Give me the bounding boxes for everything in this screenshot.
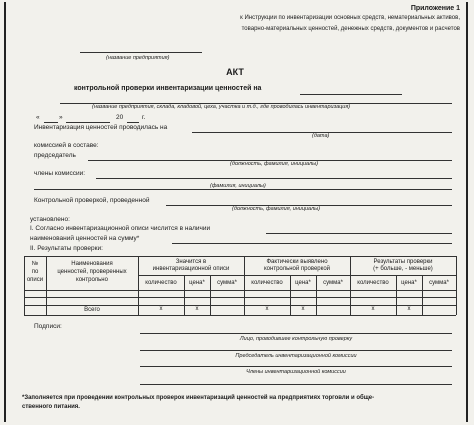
subheader-sum: сумма*	[429, 280, 449, 286]
item-one-line-a	[266, 233, 452, 234]
signature-caption-inspector: Лицо, проводившее контрольную проверку	[239, 336, 353, 342]
total-x-mark: x	[301, 306, 305, 312]
item-one-text-a: I. Согласно инвентаризационной описи числится в наличии	[30, 225, 211, 232]
col-names-header-1: Наименования	[71, 261, 113, 267]
members-label: члены комиссии:	[34, 170, 86, 177]
inventory-held-label: Инвентаризация ценностей проводилась на	[34, 124, 168, 131]
table-col-rule	[456, 256, 457, 315]
col-listed-header-1: Значится в	[175, 259, 207, 265]
col-number-header-2: по	[31, 269, 39, 275]
control-by-label: Контрольной проверкой, проведенной	[34, 197, 150, 204]
col-found-header-1: Фактически выявлено	[266, 259, 328, 265]
enterprise-field-line	[80, 52, 202, 53]
members-line-2	[34, 189, 452, 190]
subheader-price: цена*	[401, 280, 417, 286]
total-x-mark: x	[195, 306, 199, 312]
subheader-price: цена*	[295, 280, 311, 286]
date-open-quote: «	[36, 114, 40, 121]
subheader-sum: сумма*	[217, 280, 237, 286]
col-listed-header-2: инвентаризационной описи	[152, 266, 230, 272]
total-x-mark: x	[159, 306, 163, 312]
signature-line-4	[140, 384, 452, 385]
total-x-mark: x	[371, 306, 375, 312]
total-x-mark: x	[265, 306, 269, 312]
col-found-header-2: контрольной проверкой	[263, 266, 331, 272]
subheader-quantity: количество	[251, 280, 283, 286]
table-top-rule	[24, 256, 456, 257]
members-caption: (фамилия, инициалы)	[210, 183, 266, 189]
footnote-line-1: *Заполняется при проведении контрольных проверок инвентаризаций ценностей на предприятиях торговли и обще-	[22, 395, 375, 401]
signature-line-3	[140, 366, 452, 367]
table-group-rule	[138, 275, 456, 276]
total-row-label: Всего	[84, 307, 100, 313]
total-x-mark: x	[407, 306, 411, 312]
item-one-text-b: наименований ценностей на сумму*	[30, 235, 140, 242]
footnote-line-2: ственного питания.	[22, 404, 80, 410]
signature-line-2	[140, 350, 452, 351]
col-names-header-2: ценностей, проверенных	[57, 269, 127, 275]
place-caption: (название предприятия, склада, кладовой, цеха, участка и т.д., где проводилась инвентаризация)	[92, 104, 351, 110]
instruction-line-2: товарно-материальных ценностей, денежных средств, документов и расчетов	[241, 26, 460, 32]
established-label: установлено:	[30, 216, 70, 223]
right-page-edge	[466, 2, 468, 422]
col-names-header-3: контрольно	[76, 277, 108, 283]
date-year-line	[127, 122, 139, 123]
control-caption: (должность, фамилия, инициалы)	[232, 206, 321, 212]
chairman-caption: (должность, фамилия, инициалы)	[230, 161, 319, 167]
col-results-header-2: (+ больше, - меньше)	[373, 266, 433, 272]
date-year: 20	[116, 114, 124, 121]
members-line	[96, 178, 452, 179]
date-year-suffix: г.	[142, 114, 146, 121]
table-row-rule-1	[24, 297, 456, 298]
subheader-quantity: количество	[145, 280, 177, 286]
chairman-label: председатель	[34, 152, 76, 159]
col-number-header-3: описи	[26, 277, 44, 283]
date-day-line	[44, 122, 58, 123]
date-month-line	[66, 122, 110, 123]
document-title: АКТ	[226, 67, 244, 77]
title-date-line	[300, 94, 402, 95]
table-bottom-rule	[24, 315, 456, 316]
item-two-text: II. Результаты проверки:	[30, 245, 103, 252]
enterprise-caption: (название предприятия)	[106, 55, 170, 61]
subheader-sum: сумма*	[323, 280, 343, 286]
col-number-header-1: №	[31, 261, 39, 267]
signature-caption-members: Члены инвентаризационной комиссии	[246, 369, 346, 375]
subheader-quantity: количество	[357, 280, 389, 286]
item-one-line-b	[172, 243, 452, 244]
instruction-line-1: к Инструкции по инвентаризации основных средств, нематериальных активов,	[240, 15, 460, 21]
commission-label: комиссией в составе:	[34, 142, 99, 149]
left-page-edge	[4, 2, 6, 422]
signature-line-1	[140, 333, 452, 334]
document-subtitle: контрольной проверки инвентаризации ценностей на	[74, 85, 262, 92]
col-results-header-1: Результаты проверки	[373, 259, 433, 265]
appendix-label: Приложение 1	[410, 5, 460, 12]
signatures-label: Подписи:	[34, 323, 62, 330]
table-header-rule	[24, 290, 456, 291]
date-caption: (дата)	[312, 133, 330, 139]
subheader-price: цена*	[189, 280, 205, 286]
signature-caption-chairman: Председатель инвентаризационной комиссии	[235, 353, 357, 359]
date-close-quote: »	[59, 114, 63, 121]
